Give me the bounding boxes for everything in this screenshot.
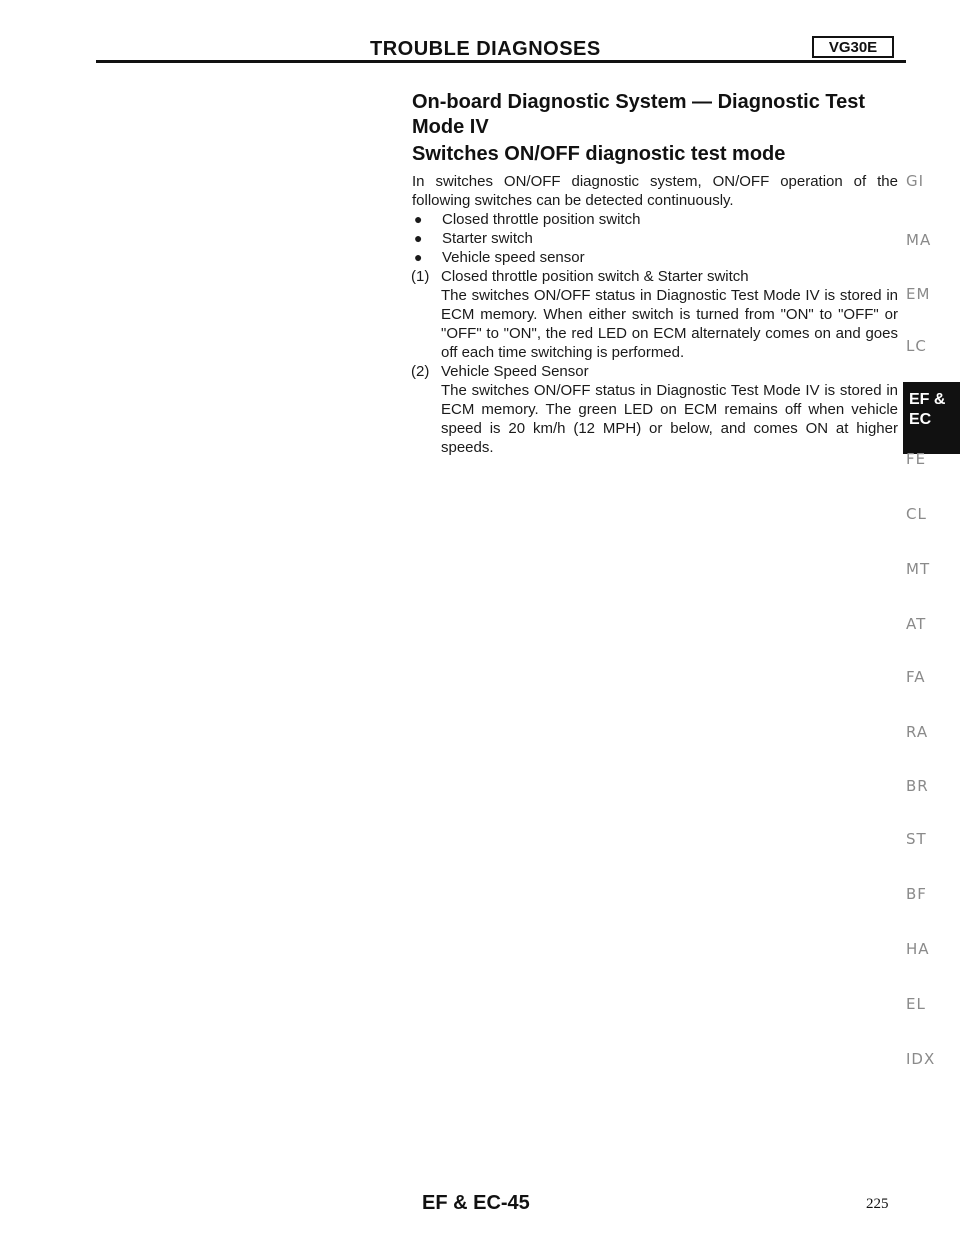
bullet-icon: ● — [414, 211, 423, 227]
side-tab-ma[interactable]: MA — [906, 231, 932, 249]
bullet-item — [412, 229, 898, 248]
bullet-text: Closed throttle position switch — [442, 211, 641, 228]
bullet-text: Vehicle speed sensor — [442, 249, 585, 266]
side-tab-ha[interactable]: HA — [906, 940, 930, 958]
section-subtitle: Switches ON/OFF diagnostic test mode — [412, 143, 786, 165]
item-number: (2) — [411, 363, 430, 380]
item-description: The switches ON/OFF status in Diagnostic Test Mode IV is stored in ECM memory. When either switch is turned from "ON" to "OFF" or "OFF" to "ON", the red LED on ECM alternately comes on and goes off each time switching is performed. — [441, 287, 898, 361]
side-tab-lc[interactable]: LC — [906, 337, 927, 355]
page-header-title: TROUBLE DIAGNOSES — [370, 38, 601, 60]
side-tab-em[interactable]: EM — [906, 285, 931, 303]
numbered-item — [412, 362, 898, 457]
side-tab-br[interactable]: BR — [906, 777, 929, 795]
bullet-icon: ● — [414, 249, 423, 265]
side-tab-at[interactable]: AT — [906, 615, 927, 633]
bullet-text: Starter switch — [442, 230, 533, 247]
side-tab-st[interactable]: ST — [906, 830, 927, 848]
side-tab-mt[interactable]: MT — [906, 560, 931, 578]
item-title: Closed throttle position switch & Starter switch — [441, 268, 749, 285]
side-tab-gi[interactable]: GI — [906, 172, 925, 190]
header-divider — [96, 60, 906, 63]
side-tab-ef-ec-active[interactable] — [903, 382, 960, 454]
item-title: Vehicle Speed Sensor — [441, 363, 589, 380]
side-tab-ra[interactable]: RA — [906, 723, 929, 741]
side-tab-fe[interactable]: FE — [906, 450, 927, 468]
numbered-list — [412, 267, 898, 457]
item-number: (1) — [411, 268, 430, 285]
side-tab-bf[interactable]: BF — [906, 885, 927, 903]
intro-paragraph: In switches ON/OFF diagnostic system, ON/OFF operation of the following switches can be detected continuously. — [412, 173, 898, 209]
page-number: 225 — [866, 1196, 889, 1212]
bullet-item — [412, 248, 898, 267]
page-code: EF & EC-45 — [422, 1192, 530, 1214]
main-content — [412, 90, 898, 457]
side-tab-el[interactable]: EL — [906, 995, 926, 1013]
numbered-item — [412, 267, 898, 362]
side-tab-cl[interactable]: CL — [906, 505, 927, 523]
item-description: The switches ON/OFF status in Diagnostic Test Mode IV is stored in ECM memory. The green LED on ECM remains off when vehicle speed is 20 km/h (12 MPH) or below, and comes ON at higher speeds. — [441, 382, 898, 456]
side-tab-fa[interactable]: FA — [906, 668, 926, 686]
engine-code-badge: VG30E — [812, 36, 894, 58]
section-title: On-board Diagnostic System — Diagnostic Test Mode IV — [412, 91, 866, 138]
bullet-item — [412, 210, 898, 229]
bullet-list — [412, 210, 898, 267]
active-tab-label-line1: EF & — [909, 391, 946, 408]
active-tab-label-line2: EC — [909, 411, 932, 428]
bullet-icon: ● — [414, 230, 423, 246]
side-tab-idx[interactable]: IDX — [906, 1050, 936, 1068]
